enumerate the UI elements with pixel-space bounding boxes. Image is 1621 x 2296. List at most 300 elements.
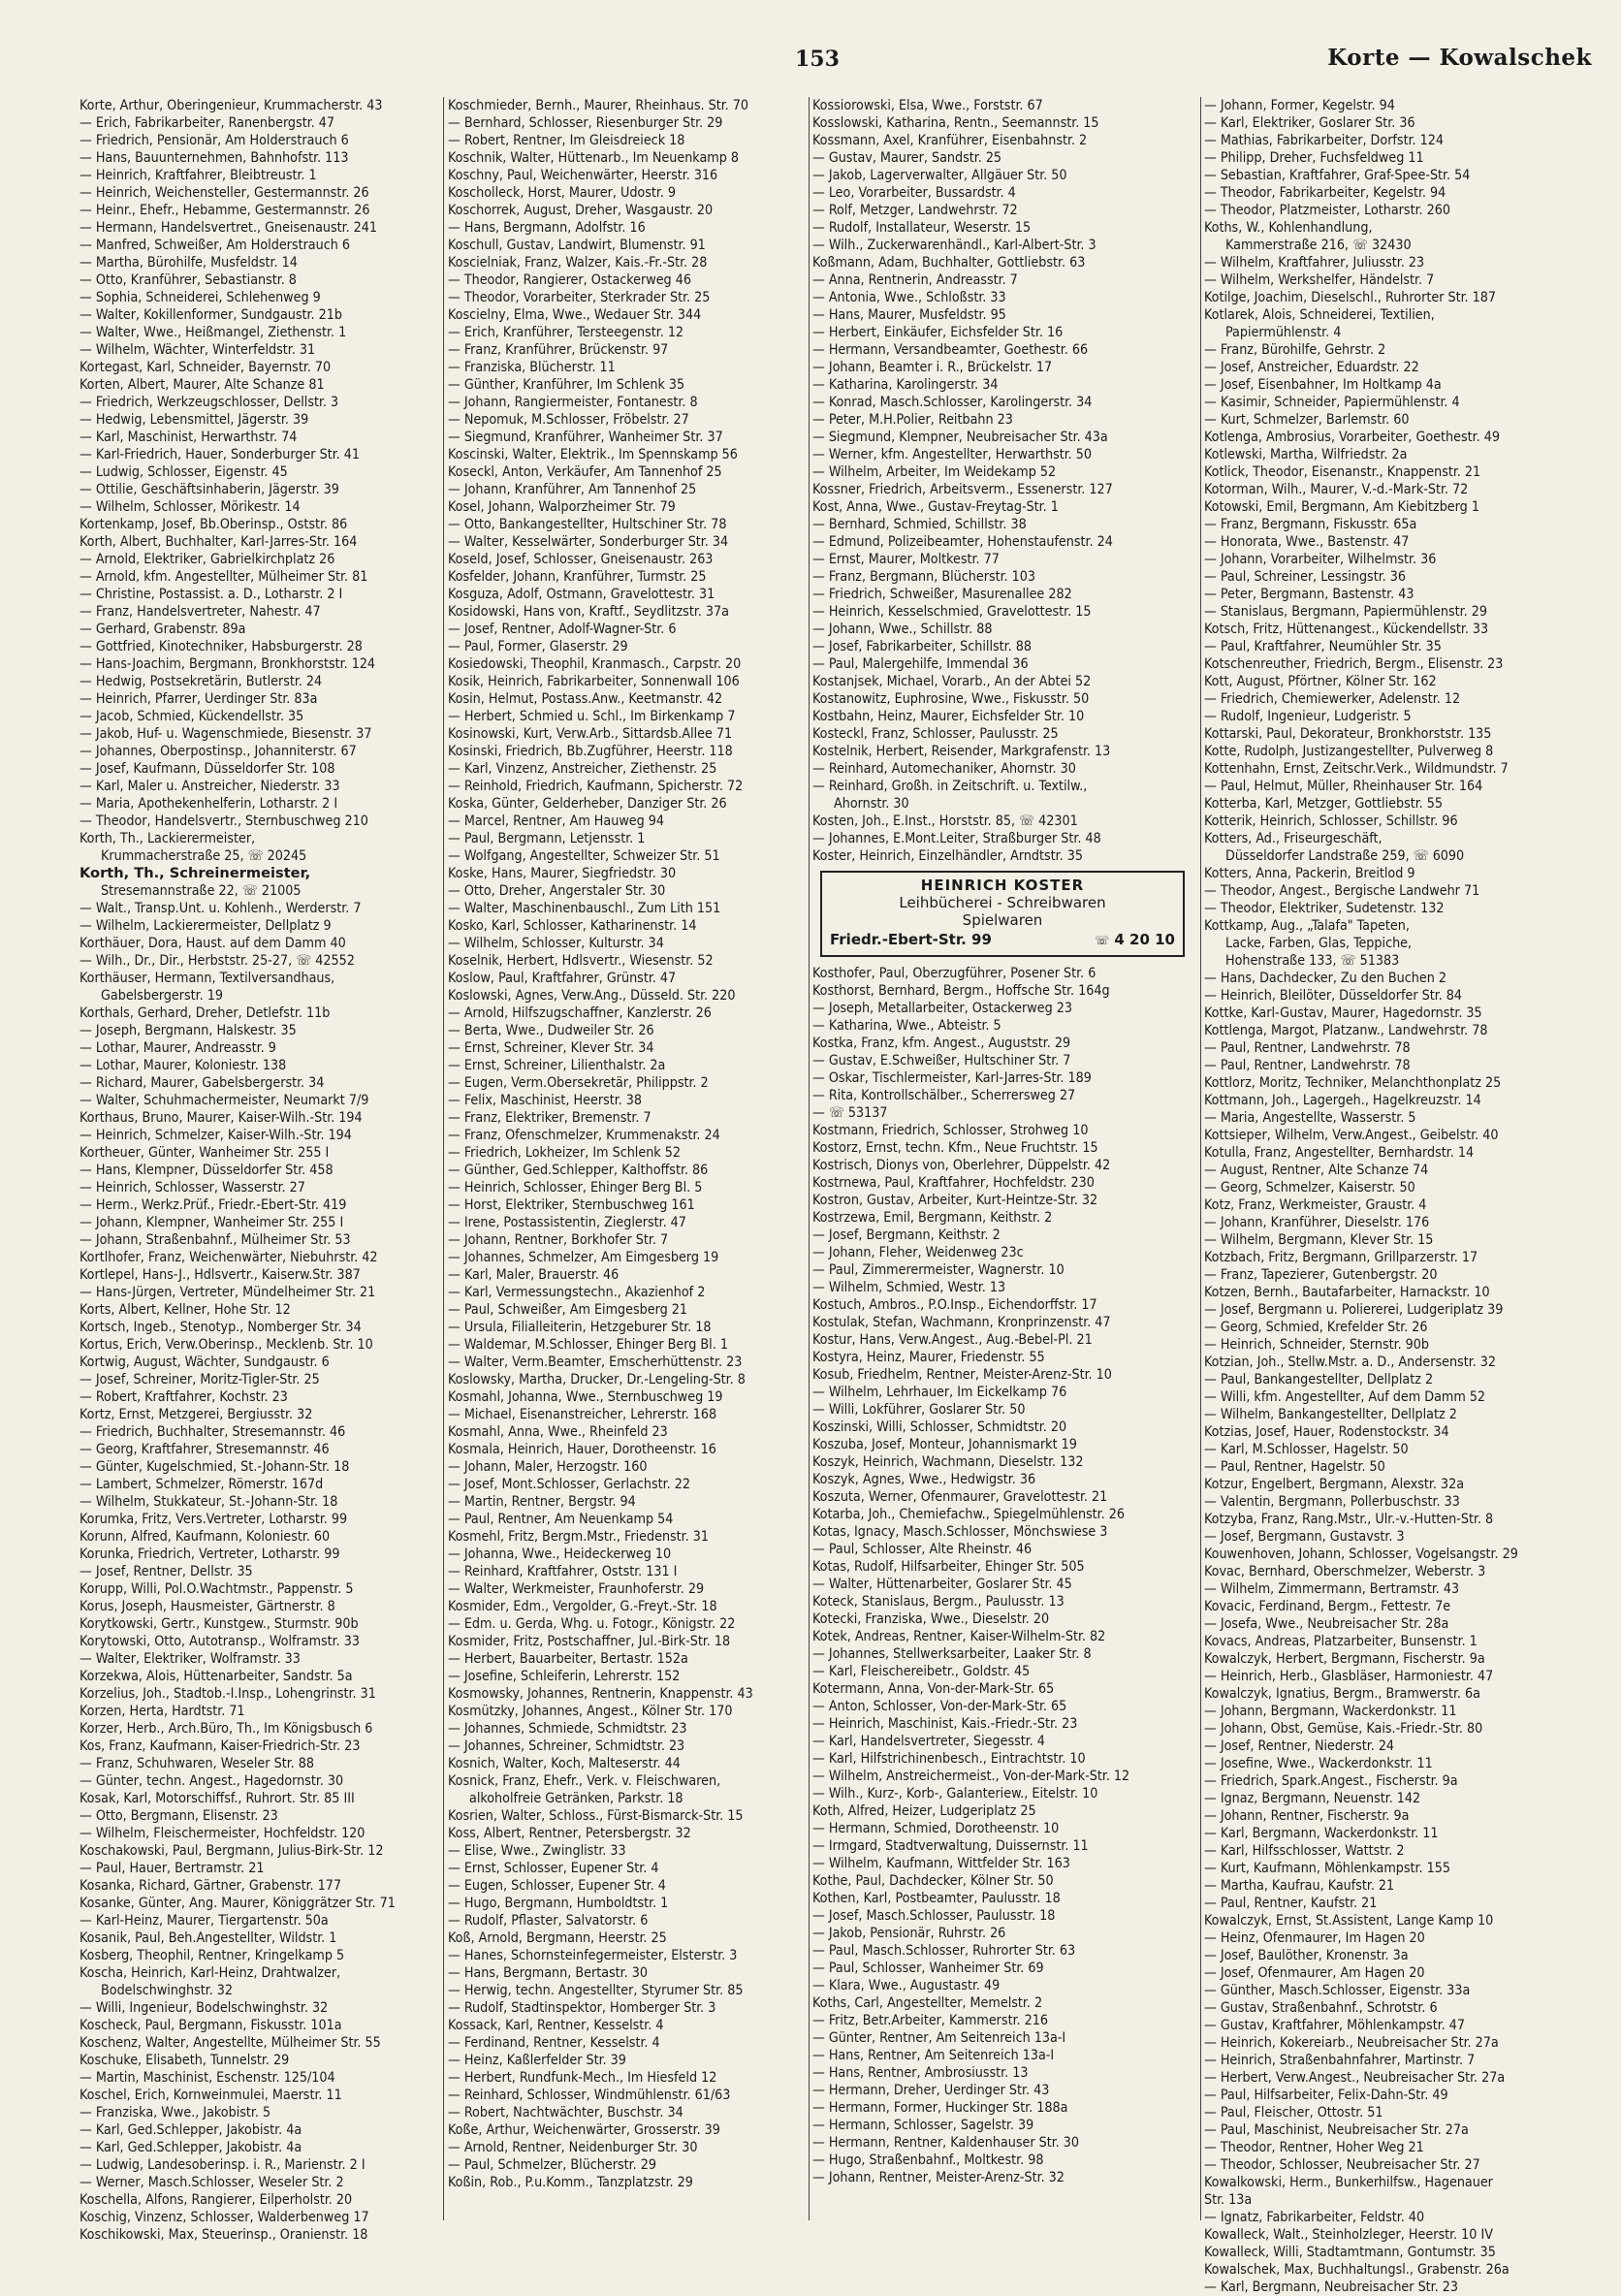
directory-entry: Koß, Arnold, Bergmann, Heerstr. 25 bbox=[448, 1930, 667, 1946]
directory-entry: — Josef, Bergmann, Keithstr. 2 bbox=[812, 1228, 1001, 1243]
directory-entry: — Johann, Fleher, Weidenweg 23c bbox=[812, 1245, 1024, 1260]
directory-entry: Koth, Alfred, Heizer, Ludgeriplatz 25 bbox=[812, 1803, 1036, 1819]
directory-entry: — Josefine, Schleiferin, Lehrerstr. 152 bbox=[448, 1669, 681, 1684]
directory-entry: Koschull, Gustav, Landwirt, Blumenstr. 91 bbox=[448, 238, 706, 253]
directory-entry: — Johann, Bergmann, Wackerdonkstr. 11 bbox=[1204, 1704, 1457, 1719]
directory-entry: — Reinhold, Friedrich, Kaufmann, Spicherstr. 72 bbox=[448, 779, 744, 794]
directory-entry: — Walter, Kesselwärter, Sonderburger Str. 34 bbox=[448, 534, 729, 550]
directory-entry: Kortz, Ernst, Metzgerei, Bergiusstr. 32 bbox=[79, 1407, 313, 1422]
directory-entry: — Robert, Nachtwächter, Buschstr. 34 bbox=[448, 2105, 683, 2121]
directory-entry: Koscheck, Paul, Bergmann, Fiskusstr. 101a bbox=[79, 2018, 342, 2033]
directory-entry: — Robert, Rentner, Im Gleisdreieck 18 bbox=[448, 133, 685, 148]
directory-entry: — Waldemar, M.Schlosser, Ehinger Berg Bl. 1 bbox=[448, 1337, 728, 1353]
directory-entry: Str. 13a bbox=[1204, 2192, 1253, 2208]
directory-entry: — Karl-Heinz, Maurer, Tiergartenstr. 50a bbox=[79, 1913, 329, 1929]
directory-entry: Kostur, Hans, Verw.Angest., Aug.-Bebel-Pl. 21 bbox=[812, 1332, 1093, 1348]
directory-entry: — Heinrich, Schlosser, Wasserstr. 27 bbox=[79, 1180, 305, 1196]
directory-entry: Koscha, Heinrich, Karl-Heinz, Drahtwalzer, bbox=[79, 1965, 341, 1981]
directory-entry: Hohenstraße 133, ☏ 51383 bbox=[1225, 953, 1400, 969]
directory-entry: — Ludwig, Landesoberinsp. i. R., Marienstr. 2 I bbox=[79, 2157, 366, 2173]
directory-entry: Kotulla, Franz, Angestellter, Bernhardstr. 14 bbox=[1204, 1145, 1475, 1161]
directory-entry: — Günther, Kranführer, Im Schlenk 35 bbox=[448, 377, 685, 393]
directory-entry: Koschnik, Walter, Hüttenarb., Im Neuenkamp 8 bbox=[448, 150, 739, 166]
directory-entry: Korts, Albert, Kellner, Hohe Str. 12 bbox=[79, 1302, 291, 1318]
directory-entry: — Theodor, Elektriker, Sudetenstr. 132 bbox=[1204, 901, 1445, 916]
directory-entry: — Bernhard, Schlosser, Riesenburger Str. 29 bbox=[448, 115, 723, 131]
directory-entry: Kostulak, Stefan, Wachmann, Kronprinzenstr. 47 bbox=[812, 1315, 1111, 1330]
directory-entry: Kotowski, Emil, Bergmann, Am Kiebitzberg 1 bbox=[1204, 499, 1479, 515]
directory-entry: — Heinrich, Bleilöter, Düsseldorfer Str. 84 bbox=[1204, 988, 1463, 1004]
directory-entry: Korten, Albert, Maurer, Alte Schanze 81 bbox=[79, 377, 325, 393]
directory-entry: — Irene, Postassistentin, Zieglerstr. 47 bbox=[448, 1215, 686, 1230]
directory-entry: — Arnold, Rentner, Neidenburger Str. 30 bbox=[448, 2140, 698, 2155]
directory-entry: — Karl, Maler, Brauerstr. 46 bbox=[448, 1267, 620, 1283]
directory-entry: Kosak, Karl, Motorschiffsf., Ruhrort. Str. 85 III bbox=[79, 1791, 355, 1806]
directory-entry: — Josefa, Wwe., Neubreisacher Str. 28a bbox=[1204, 1616, 1449, 1632]
directory-entry: Korus, Joseph, Hausmeister, Gärtnerstr. 8 bbox=[79, 1599, 335, 1614]
directory-entry: — Edm. u. Gerda, Whg. u. Fotogr., Königstr. 22 bbox=[448, 1616, 736, 1632]
directory-entry: — Heinr., Ehefr., Hebamme, Gestermannstr. 26 bbox=[79, 203, 370, 218]
directory-entry: — Martin, Maschinist, Eschenstr. 125/104 bbox=[79, 2070, 335, 2086]
directory-entry: — Maria, Apothekenhelferin, Lotharstr. 2 I bbox=[79, 796, 338, 812]
directory-entry: — Fritz, Betr.Arbeiter, Kammerstr. 216 bbox=[812, 2013, 1048, 2028]
directory-entry: — Reinhard, Kraftfahrer, Oststr. 131 I bbox=[448, 1564, 678, 1579]
page-number: 153 bbox=[795, 47, 840, 72]
directory-entry: Koschenz, Walter, Angestellte, Mülheimer Str. 55 bbox=[79, 2035, 381, 2051]
directory-entry: — Hans, Bergmann, Adolfstr. 16 bbox=[448, 220, 646, 236]
directory-entry: — Wilhelm, Schmied, Westr. 13 bbox=[812, 1280, 1006, 1295]
directory-entry: — Heinz, Ofenmaurer, Im Hagen 20 bbox=[1204, 1930, 1425, 1946]
directory-entry: — Hans, Maurer, Musfeldstr. 95 bbox=[812, 307, 1006, 323]
directory-entry: — Friedrich, Buchhalter, Stresemannstr. 46 bbox=[79, 1424, 346, 1440]
directory-entry: Kostyra, Heinz, Maurer, Friedenstr. 55 bbox=[812, 1350, 1045, 1365]
directory-entry: — Walter, Elektriker, Wolframstr. 33 bbox=[79, 1651, 301, 1667]
directory-entry: — Gerhard, Grabenstr. 89a bbox=[79, 622, 246, 637]
directory-entry: Kovacs, Andreas, Platzarbeiter, Bunsenstr. 1 bbox=[1204, 1634, 1478, 1649]
directory-entry: — Georg, Schmelzer, Kaiserstr. 50 bbox=[1204, 1180, 1415, 1196]
advertiser-phone bbox=[1095, 931, 1175, 949]
directory-entry: Kotzias, Josef, Hauer, Rodenstockstr. 34 bbox=[1204, 1424, 1449, 1440]
directory-entry: Kottlenga, Margot, Platzanw., Landwehrstr. 78 bbox=[1204, 1023, 1488, 1038]
directory-entry: Koselnik, Herbert, Hdlsvertr., Wiesenstr. 52 bbox=[448, 953, 714, 969]
directory-entry: — Herbert, Einkäufer, Eichsfelder Str. 16 bbox=[812, 325, 1064, 340]
directory-entry: Kotlick, Theodor, Eisenanstr., Knappenstr. 21 bbox=[1204, 464, 1481, 480]
directory-entry: — Josef, Baulöther, Kronenstr. 3a bbox=[1204, 1948, 1409, 1963]
directory-entry: Kosguza, Adolf, Ostmann, Gravelottestr. 31 bbox=[448, 587, 715, 602]
directory-entry: alkoholfreie Getränken, Parkstr. 18 bbox=[469, 1791, 683, 1806]
directory-entry: — Hermann, Dreher, Uerdinger Str. 43 bbox=[812, 2083, 1050, 2098]
directory-entry: Koschig, Vinzenz, Schlosser, Walderbenweg 17 bbox=[79, 2210, 369, 2225]
directory-entry: — Johann, Obst, Gemüse, Kais.-Friedr.-Str. 80 bbox=[1204, 1721, 1483, 1737]
directory-entry: Kotterik, Heinrich, Schlosser, Schillstr. 96 bbox=[1204, 813, 1458, 829]
directory-entry: Kottmann, Joh., Lagergeh., Hagelkreuzstr. 14 bbox=[1204, 1093, 1481, 1108]
directory-entry: Kosko, Karl, Schlosser, Katharinenstr. 14 bbox=[448, 918, 697, 934]
directory-entry: Kostanjsek, Michael, Vorarb., An der Abtei 52 bbox=[812, 674, 1092, 689]
directory-entry: Kosnick, Franz, Ehefr., Verk. v. Fleischwaren, bbox=[448, 1773, 721, 1789]
directory-entry: — Edmund, Polizeibeamter, Hohenstaufenstr. 24 bbox=[812, 534, 1113, 550]
directory-entry: — Franz, Schuhwaren, Weseler Str. 88 bbox=[79, 1756, 314, 1771]
directory-entry: Kosmider, Edm., Vergolder, G.-Freyt.-Str. 18 bbox=[448, 1599, 717, 1614]
directory-entry: — Josef, Eisenbahner, Im Holtkamp 4a bbox=[1204, 377, 1442, 393]
directory-entry: — Franz, Bürohilfe, Gehrstr. 2 bbox=[1204, 342, 1386, 358]
directory-entry: Koslowsky, Martha, Drucker, Dr.-Lengeling-Str. 8 bbox=[448, 1372, 746, 1387]
directory-entry: Kosel, Johann, Walporzheimer Str. 79 bbox=[448, 499, 676, 515]
directory-entry: — Gustav, Maurer, Sandstr. 25 bbox=[812, 150, 1002, 166]
directory-entry: Kortsch, Ingeb., Stenotyp., Nomberger Str. 34 bbox=[79, 1320, 362, 1335]
directory-entry: — Ernst, Maurer, Moltkestr. 77 bbox=[812, 552, 1000, 567]
directory-entry: — Johann, Beamter i. R., Brückelstr. 17 bbox=[812, 360, 1053, 375]
directory-entry: — Paul, Rentner, Kaufstr. 21 bbox=[1204, 1896, 1378, 1911]
directory-entry: — Wolfgang, Angestellter, Schweizer Str. 51 bbox=[448, 848, 720, 864]
directory-entry: — Wilh., Dr., Dir., Herbststr. 25-27, ☏ 42552 bbox=[79, 953, 355, 969]
directory-entry: Koths, Carl, Angestellter, Memelstr. 2 bbox=[812, 1995, 1043, 2011]
directory-entry: Korzen, Herta, Hardtstr. 71 bbox=[79, 1704, 245, 1719]
directory-entry: — Christine, Postassist. a. D., Lotharstr. 2 I bbox=[79, 587, 343, 602]
directory-entry: — Klara, Wwe., Augustastr. 49 bbox=[812, 1978, 1001, 1993]
directory-entry: — Friedrich, Pensionär, Am Holderstrauch 6 bbox=[79, 133, 349, 148]
directory-entry: Kotzbach, Fritz, Bergmann, Grillparzerstr. 17 bbox=[1204, 1250, 1478, 1265]
directory-entry: Koschella, Alfons, Rangierer, Eilperholstr. 20 bbox=[79, 2192, 353, 2208]
directory-entry: Koschikowski, Max, Steuerinsp., Oranienstr. 18 bbox=[79, 2227, 368, 2243]
directory-entry: — Theodor, Rentner, Hoher Weg 21 bbox=[1204, 2140, 1424, 2155]
advertiser-contact bbox=[830, 931, 1175, 949]
directory-entry: — Josef, Kaufmann, Düsseldorfer Str. 108 bbox=[79, 761, 335, 777]
directory-entry: — Johann, Former, Kegelstr. 94 bbox=[1204, 98, 1395, 113]
directory-entry: — Elise, Wwe., Zwinglistr. 33 bbox=[448, 1843, 626, 1859]
directory-entry: Kosiedowski, Theophil, Kranmasch., Carpstr. 20 bbox=[448, 656, 742, 672]
directory-entry: — Hanes, Schornsteinfegermeister, Elsterstr. 3 bbox=[448, 1948, 738, 1963]
directory-entry: — Johann, Klempner, Wanheimer Str. 255 I bbox=[79, 1215, 344, 1230]
directory-entry: Kostuch, Ambros., P.O.Insp., Eichendorffstr. 17 bbox=[812, 1297, 1097, 1313]
directory-entry: — Rita, Kontrollschälber., Scherrersweg 27 bbox=[812, 1088, 1076, 1103]
directory-entry: — Paul, Kraftfahrer, Neumühler Str. 35 bbox=[1204, 639, 1442, 654]
directory-entry: — Franziska, Wwe., Jakobistr. 5 bbox=[79, 2105, 271, 2121]
directory-entry: Kosik, Heinrich, Fabrikarbeiter, Sonnenwall 106 bbox=[448, 674, 740, 689]
directory-entry: Kottlorz, Moritz, Techniker, Melanchthonplatz 25 bbox=[1204, 1075, 1502, 1091]
directory-entry: — Paul, Schreiner, Lessingstr. 36 bbox=[1204, 569, 1406, 585]
directory-entry: Koseld, Josef, Schlosser, Gneisenaustr. 263 bbox=[448, 552, 714, 567]
directory-entry: — Joseph, Metallarbeiter, Ostackerweg 23 bbox=[812, 1001, 1072, 1016]
directory-entry: — Reinhard, Schlosser, Windmühlenstr. 61/63 bbox=[448, 2088, 731, 2103]
directory-entry: — Günther, Masch.Schlosser, Eigenstr. 33a bbox=[1204, 1983, 1471, 1998]
directory-entry: — Josefine, Wwe., Wackerdonkstr. 11 bbox=[1204, 1756, 1433, 1771]
directory-entry: Koseckl, Anton, Verkäufer, Am Tannenhof 25 bbox=[448, 464, 722, 480]
directory-entry: Krummacherstraße 25, ☏ 20245 bbox=[101, 848, 307, 864]
directory-entry: — Karl, Fleischereibetr., Goldstr. 45 bbox=[812, 1664, 1031, 1679]
directory-entry: Kostrnewa, Paul, Kraftfahrer, Hochfeldstr. 230 bbox=[812, 1175, 1095, 1191]
directory-entry: Gabelsbergerstr. 19 bbox=[101, 988, 223, 1004]
column-rule bbox=[1200, 97, 1201, 2220]
directory-entry: — Wilhelm, Bergmann, Klever Str. 15 bbox=[1204, 1232, 1434, 1248]
directory-entry: — Herbert, Verw.Angest., Neubreisacher Str. 27a bbox=[1204, 2070, 1506, 2086]
directory-entry: — Hans, Bauunternehmen, Bahnhofstr. 113 bbox=[79, 150, 349, 166]
directory-entry: — Rolf, Metzger, Landwehrstr. 72 bbox=[812, 203, 1018, 218]
directory-entry: — Josef, Fabrikarbeiter, Schillstr. 88 bbox=[812, 639, 1032, 654]
directory-entry: Kotschenreuther, Friedrich, Bergm., Elisenstr. 23 bbox=[1204, 656, 1504, 672]
directory-column-3 bbox=[812, 97, 1191, 2186]
directory-entry: Kosberg, Theophil, Rentner, Kringelkamp 5 bbox=[79, 1948, 345, 1963]
directory-entry: — Michael, Eisenanstreicher, Lehrerstr. 168 bbox=[448, 1407, 717, 1422]
advertiser-address: Friedr.-Ebert-Str. 99 bbox=[830, 931, 992, 948]
directory-entry: — Ernst, Schlosser, Eupener Str. 4 bbox=[448, 1861, 659, 1876]
directory-entry: — Walter, Wwe., Heißmangel, Ziethenstr. 1 bbox=[79, 325, 347, 340]
directory-entry: — Lothar, Maurer, Koloniestr. 138 bbox=[79, 1058, 287, 1073]
directory-entry: Koslowski, Agnes, Verw.Ang., Düsseld. Str. 220 bbox=[448, 988, 736, 1004]
directory-entry: — Robert, Kraftfahrer, Kochstr. 23 bbox=[79, 1389, 288, 1405]
directory-entry: Kosinowski, Kurt, Verw.Arb., Sittardsb.Allee 71 bbox=[448, 726, 733, 742]
directory-entry: — Hermann, Rentner, Kaldenhauser Str. 30 bbox=[812, 2135, 1080, 2151]
directory-entry: — Hans, Klempner, Düsseldorfer Str. 458 bbox=[79, 1163, 334, 1178]
directory-entry: Kosrien, Walter, Schloss., Fürst-Bismarck-Str. 15 bbox=[448, 1808, 744, 1824]
directory-entry: Kotecki, Franziska, Wwe., Dieselstr. 20 bbox=[812, 1611, 1050, 1627]
directory-entry: — Hans-Joachim, Bergmann, Bronkhorststr. 124 bbox=[79, 656, 376, 672]
directory-entry: Kostelnik, Herbert, Reisender, Markgrafenstr. 13 bbox=[812, 744, 1111, 759]
directory-entry: Kotters, Anna, Packerin, Breitlod 9 bbox=[1204, 866, 1415, 881]
directory-entry: — Wilhelm, Anstreichermeist., Von-der-Mark-Str. 12 bbox=[812, 1769, 1130, 1784]
directory-entry: Kottenhahn, Ernst, Zeitschr.Verk., Wildmundstr. 7 bbox=[1204, 761, 1509, 777]
directory-entry: Koßin, Rob., P.u.Komm., Tanzplatzstr. 29 bbox=[448, 2175, 693, 2190]
directory-entry: — Günter, Rentner, Am Seitenreich 13a-I bbox=[812, 2030, 1066, 2046]
directory-entry: — Karl, Ged.Schlepper, Jakobistr. 4a bbox=[79, 2140, 302, 2155]
directory-entry: Koss, Albert, Rentner, Petersbergstr. 32 bbox=[448, 1826, 691, 1841]
directory-entry: Kostrisch, Dionys von, Oberlehrer, Düppelstr. 42 bbox=[812, 1158, 1111, 1173]
directory-entry: Koths, W., Kohlenhandlung, bbox=[1204, 220, 1373, 236]
directory-entry: — Johann, Straßenbahnf., Mülheimer Str. 53 bbox=[79, 1232, 351, 1248]
directory-entry: Korzelius, Joh., Stadtob.-I.Insp., Lohengrinstr. 31 bbox=[79, 1686, 376, 1702]
directory-entry: — Hermann, Schmied, Dorotheenstr. 10 bbox=[812, 1821, 1060, 1836]
directory-entry: — Philipp, Dreher, Fuchsfeldweg 11 bbox=[1204, 150, 1424, 166]
directory-column-2 bbox=[448, 97, 826, 2191]
directory-entry: Kothen, Karl, Postbeamter, Paulusstr. 18 bbox=[812, 1891, 1061, 1906]
directory-entry: — Arnold, Elektriker, Gabrielkirchplatz 26 bbox=[79, 552, 335, 567]
directory-entry: Kosmahl, Johanna, Wwe., Sternbuschweg 19 bbox=[448, 1389, 723, 1405]
directory-entry: — Heinrich, Herb., Glasbläser, Harmoniestr. 47 bbox=[1204, 1669, 1494, 1684]
directory-entry: — Johannes, Oberpostinsp., Johanniterstr. 67 bbox=[79, 744, 357, 759]
directory-entry: — Heinrich, Schmelzer, Kaiser-Wilh.-Str. 194 bbox=[79, 1128, 352, 1143]
directory-entry: Kossmann, Axel, Kranführer, Eisenbahnstr. 2 bbox=[812, 133, 1088, 148]
directory-entry: — Stanislaus, Bergmann, Papiermühlenstr. 29 bbox=[1204, 604, 1487, 620]
directory-entry: Stresemannstraße 22, ☏ 21005 bbox=[101, 883, 302, 899]
directory-entry: — Antonia, Wwe., Schloßstr. 33 bbox=[812, 290, 1006, 305]
directory-entry: — Paul, Zimmerermeister, Wagnerstr. 10 bbox=[812, 1262, 1065, 1278]
directory-entry: — Walter, Kokillenformer, Sundgaustr. 21b bbox=[79, 307, 342, 323]
directory-entry: Koster, Heinrich, Einzelhändler, Arndtstr. 35 bbox=[812, 848, 1083, 864]
advertiser-phone-number: 4 20 10 bbox=[1114, 931, 1175, 948]
directory-entry: Kotterba, Karl, Metzger, Gottliebstr. 55 bbox=[1204, 796, 1444, 812]
directory-entry: Kosin, Helmut, Postass.Anw., Keetmanstr. 42 bbox=[448, 691, 723, 707]
directory-entry: — Willi, Ingenieur, Bodelschwinghstr. 32 bbox=[79, 2000, 329, 2016]
directory-entry: Kotas, Ignacy, Masch.Schlosser, Mönchswiese 3 bbox=[812, 1524, 1108, 1540]
directory-entry: — Heinrich, Schneider, Sternstr. 90b bbox=[1204, 1337, 1430, 1353]
directory-entry: Kortwig, August, Wächter, Sundgaustr. 6 bbox=[79, 1355, 330, 1370]
directory-entry: — Walt., Transp.Unt. u. Kohlenh., Werderstr. 7 bbox=[79, 901, 362, 916]
directory-entry: Kowalschek, Max, Buchhaltungsl., Grabenstr. 26a bbox=[1204, 2262, 1510, 2278]
directory-entry: Kostrzewa, Emil, Bergmann, Keithstr. 2 bbox=[812, 1210, 1053, 1226]
directory-entry: Korthäuer, Dora, Haust. auf dem Damm 40 bbox=[79, 936, 346, 951]
directory-entry: — Walter, Maschinenbauschl., Zum Lith 151 bbox=[448, 901, 721, 916]
directory-entry: Kottkamp, Aug., „Talafa" Tapeten, bbox=[1204, 918, 1410, 934]
directory-entry: — Johanna, Wwe., Heideckerweg 10 bbox=[448, 1547, 672, 1562]
directory-entry: — Werner, kfm. Angestellter, Herwarthstr. 50 bbox=[812, 447, 1093, 462]
directory-entry: — Willi, Lokführer, Goslarer Str. 50 bbox=[812, 1402, 1026, 1418]
directory-entry: Korte, Arthur, Oberingenieur, Krummacherstr. 43 bbox=[79, 98, 383, 113]
directory-entry: — Wilhelm, Wächter, Winterfeldstr. 31 bbox=[79, 342, 316, 358]
directory-entry: Kortegast, Karl, Schneider, Bayernstr. 70 bbox=[79, 360, 332, 375]
directory-entry: Kostron, Gustav, Arbeiter, Kurt-Heintze-Str. 32 bbox=[812, 1193, 1098, 1208]
directory-entry: Kotarba, Joh., Chemiefachw., Spiegelmühlenstr. 26 bbox=[812, 1507, 1125, 1522]
directory-entry: — Wilhelm, Schlosser, Mörikestr. 14 bbox=[79, 499, 301, 515]
directory-entry: — Theodor, Angest., Bergische Landwehr 71 bbox=[1204, 883, 1480, 899]
directory-entry: — Otto, Bergmann, Elisenstr. 23 bbox=[79, 1808, 278, 1824]
directory-entry: Kosmützky, Johannes, Angest., Kölner Str. 170 bbox=[448, 1704, 733, 1719]
directory-entry: — Josef, Bergmann, Gustavstr. 3 bbox=[1204, 1529, 1405, 1545]
directory-entry: — Franz, Handelsvertreter, Nahestr. 47 bbox=[79, 604, 321, 620]
directory-entry: — Horst, Elektriker, Sternbuschweg 161 bbox=[448, 1197, 695, 1213]
directory-entry: Kothe, Paul, Dachdecker, Kölner Str. 50 bbox=[812, 1873, 1054, 1889]
directory-entry: Kossack, Karl, Rentner, Kesselstr. 4 bbox=[448, 2018, 664, 2033]
directory-entry: — Paul, Fleischer, Ottostr. 51 bbox=[1204, 2105, 1383, 2121]
directory-entry: — Paul, Hilfsarbeiter, Felix-Dahn-Str. 49 bbox=[1204, 2088, 1448, 2103]
directory-entry: — Arnold, kfm. Angestellter, Mülheimer Str. 81 bbox=[79, 569, 368, 585]
directory-entry: — Paul, Former, Glaserstr. 29 bbox=[448, 639, 628, 654]
directory-entry: Kosteckl, Franz, Schlosser, Paulusstr. 25 bbox=[812, 726, 1059, 742]
directory-entry: — Johann, Kranführer, Am Tannenhof 25 bbox=[448, 482, 697, 497]
directory-entry: — Martha, Kaufrau, Kaufstr. 21 bbox=[1204, 1878, 1395, 1894]
directory-entry: — Karl, Vinzenz, Anstreicher, Ziethenstr. 25 bbox=[448, 761, 717, 777]
directory-entry: Koßmann, Adam, Buchhalter, Gottliebstr. 63 bbox=[812, 255, 1086, 271]
directory-entry: — Hans-Jürgen, Vertreter, Mündelheimer Str. 21 bbox=[79, 1285, 376, 1300]
directory-entry: — Franz, Ofenschmelzer, Krummenakstr. 24 bbox=[448, 1128, 720, 1143]
directory-entry: — Georg, Schmied, Krefelder Str. 26 bbox=[1204, 1320, 1428, 1335]
directory-entry: — Wilhelm, Fleischermeister, Hochfeldstr. 120 bbox=[79, 1826, 366, 1841]
directory-entry: Korupp, Willi, Pol.O.Wachtmstr., Pappenstr. 5 bbox=[79, 1581, 354, 1597]
directory-entry: — Johann, Rangiermeister, Fontanestr. 8 bbox=[448, 395, 698, 410]
directory-entry: — Kasimir, Schneider, Papiermühlenstr. 4 bbox=[1204, 395, 1460, 410]
directory-entry: — Jakob, Huf- u. Wagenschmiede, Biesenstr. 37 bbox=[79, 726, 372, 742]
directory-entry: — Honorata, Wwe., Bastenstr. 47 bbox=[1204, 534, 1410, 550]
directory-entry: Kosanka, Richard, Gärtner, Grabenstr. 177 bbox=[79, 1878, 341, 1894]
directory-entry: — Ludwig, Schlosser, Eigenstr. 45 bbox=[79, 464, 288, 480]
directory-entry: Koschel, Erich, Kornweinmulei, Maerstr. 11 bbox=[79, 2088, 342, 2103]
directory-entry: Korunn, Alfred, Kaufmann, Koloniestr. 60 bbox=[79, 1529, 331, 1545]
directory-entry: Kotlewski, Martha, Wilfriedstr. 2a bbox=[1204, 447, 1408, 462]
directory-entry: Kotorman, Wilh., Maurer, V.-d.-Mark-Str. 72 bbox=[1204, 482, 1469, 497]
directory-entry: — Marcel, Rentner, Am Hauweg 94 bbox=[448, 813, 665, 829]
directory-entry: — Katharina, Wwe., Abteistr. 5 bbox=[812, 1018, 1001, 1034]
directory-entry: — Ernst, Schreiner, Lilienthalstr. 2a bbox=[448, 1058, 666, 1073]
directory-entry: — Karl, Bergmann, Neubreisacher Str. 23 bbox=[1204, 2280, 1458, 2295]
directory-entry: — Martha, Bürohilfe, Musfeldstr. 14 bbox=[79, 255, 298, 271]
directory-entry: Kottsieper, Wilhelm, Verw.Angest., Geibelstr. 40 bbox=[1204, 1128, 1499, 1143]
directory-entry: — Friedrich, Spark.Angest., Fischerstr. 9a bbox=[1204, 1773, 1458, 1789]
directory-entry: Koschmieder, Bernh., Maurer, Rheinhaus. Str. 70 bbox=[448, 98, 748, 113]
directory-entry: Kosthofer, Paul, Oberzugführer, Posener Str. 6 bbox=[812, 966, 1097, 981]
directory-entry: Kotzur, Engelbert, Bergmann, Alexstr. 32a bbox=[1204, 1477, 1465, 1492]
directory-entry: Kowalczyk, Ignatius, Bergm., Bramwerstr. 6a bbox=[1204, 1686, 1480, 1702]
directory-entry: Kowalczyk, Herbert, Bergmann, Fischerstr. 9a bbox=[1204, 1651, 1485, 1667]
directory-entry: — Ignatz, Fabrikarbeiter, Feldstr. 40 bbox=[1204, 2210, 1425, 2225]
directory-entry: — Hans, Rentner, Am Seitenreich 13a-I bbox=[812, 2048, 1055, 2063]
directory-entry: Koszyk, Heinrich, Wachmann, Dieselstr. 132 bbox=[812, 1454, 1084, 1470]
directory-entry: — Karl, Maler u. Anstreicher, Niederstr. 33 bbox=[79, 779, 340, 794]
directory-entry: — Hermann, Handelsvertret., Gneisenaustr. 241 bbox=[79, 220, 378, 236]
directory-entry: — Katharina, Karolingerstr. 34 bbox=[812, 377, 999, 393]
directory-entry: — Peter, M.H.Polier, Reitbahn 23 bbox=[812, 412, 1013, 428]
directory-entry: — Erich, Kranführer, Tersteegenstr. 12 bbox=[448, 325, 684, 340]
directory-entry: — Johannes, Schreiner, Schmidtstr. 23 bbox=[448, 1738, 685, 1754]
directory-entry: Korthäuser, Hermann, Textilversandhaus, bbox=[79, 971, 335, 986]
directory-entry: — Friedrich, Werkzeugschlosser, Dellstr. 3 bbox=[79, 395, 339, 410]
directory-entry: Kostorz, Ernst, techn. Kfm., Neue Fruchtstr. 15 bbox=[812, 1140, 1098, 1156]
advertisement-box bbox=[820, 871, 1185, 957]
directory-entry: — Günther, Ged.Schlepper, Kalthoffstr. 86 bbox=[448, 1163, 709, 1178]
directory-entry: — Wilh., Zuckerwarenhändl., Karl-Albert-Str. 3 bbox=[812, 238, 1097, 253]
directory-entry: — Wilhelm, Kaufmann, Wittfelder Str. 163 bbox=[812, 1856, 1070, 1871]
directory-entry: Koske, Hans, Maurer, Siegfriedstr. 30 bbox=[448, 866, 677, 881]
directory-entry: Koscholleck, Horst, Maurer, Udostr. 9 bbox=[448, 185, 677, 201]
directory-entry: — Karl, Vermessungstechn., Akazienhof 2 bbox=[448, 1285, 706, 1300]
directory-entry: — Günter, techn. Angest., Hagedornstr. 30 bbox=[79, 1773, 344, 1789]
directory-entry: — Lothar, Maurer, Andreasstr. 9 bbox=[79, 1040, 276, 1056]
directory-entry: — Gustav, E.Schweißer, Hultschiner Str. 7 bbox=[812, 1053, 1071, 1068]
directory-entry: Kostanowitz, Euphrosine, Wwe., Fiskusstr. 50 bbox=[812, 691, 1090, 707]
directory-entry: Koschny, Paul, Weichenwärter, Heerstr. 316 bbox=[448, 168, 718, 183]
directory-entry: — Hans, Bergmann, Bertastr. 30 bbox=[448, 1965, 648, 1981]
directory-entry: Düsseldorfer Landstraße 259, ☏ 6090 bbox=[1225, 848, 1465, 864]
directory-entry: Kotzen, Bernh., Bautafarbeiter, Harnackstr. 10 bbox=[1204, 1285, 1490, 1300]
directory-entry: — Wilhelm, Lackierermeister, Dellplatz 9 bbox=[79, 918, 332, 934]
directory-entry: — Joseph, Bergmann, Halskestr. 35 bbox=[79, 1023, 297, 1038]
directory-entry: Koße, Arthur, Weichenwärter, Grosserstr. 39 bbox=[448, 2122, 720, 2138]
directory-entry: — Johann, Wwe., Schillstr. 88 bbox=[812, 622, 993, 637]
directory-entry: — Paul, Helmut, Müller, Rheinhauser Str. 164 bbox=[1204, 779, 1483, 794]
directory-entry: Koslow, Paul, Kraftfahrer, Grünstr. 47 bbox=[448, 971, 677, 986]
directory-entry: Korthaus, Bruno, Maurer, Kaiser-Wilh.-Str. 194 bbox=[79, 1110, 363, 1126]
directory-entry: Kotz, Franz, Werkmeister, Graustr. 4 bbox=[1204, 1197, 1427, 1213]
directory-entry: — Heinrich, Weichensteller, Gestermannstr. 26 bbox=[79, 185, 369, 201]
directory-entry: — Karl, M.Schlosser, Hagelstr. 50 bbox=[1204, 1442, 1409, 1457]
directory-entry: Kosub, Friedhelm, Rentner, Meister-Arenz-Str. 10 bbox=[812, 1367, 1112, 1383]
directory-entry: — August, Rentner, Alte Schanze 74 bbox=[1204, 1163, 1429, 1178]
directory-entry: — Johannes, Stellwerksarbeiter, Laaker Str. 8 bbox=[812, 1646, 1092, 1662]
directory-entry: Kortenkamp, Josef, Bb.Oberinsp., Oststr. 86 bbox=[79, 517, 348, 532]
directory-entry: — Walter, Schuhmachermeister, Neumarkt 7/9 bbox=[79, 1093, 369, 1108]
directory-entry: — Irmgard, Stadtverwaltung, Duissernstr. 11 bbox=[812, 1838, 1089, 1854]
directory-entry: Korytowski, Otto, Autotransp., Wolframstr. 33 bbox=[79, 1634, 360, 1649]
directory-entry: — Hermann, Former, Huckinger Str. 188a bbox=[812, 2100, 1068, 2116]
directory-entry: — Walter, Werkmeister, Fraunhoferstr. 29 bbox=[448, 1581, 705, 1597]
directory-entry: Kortus, Erich, Verw.Oberinsp., Mecklenb. Str. 10 bbox=[79, 1337, 373, 1353]
directory-entry: Kosslowski, Katharina, Rentn., Seemannstr. 15 bbox=[812, 115, 1099, 131]
directory-entry: — Paul, Schweißer, Am Eimgesberg 21 bbox=[448, 1302, 687, 1318]
directory-entry: — Günter, Kugelschmied, St.-Johann-Str. 18 bbox=[79, 1459, 350, 1475]
directory-entry: — Werner, Masch.Schlosser, Weseler Str. 2 bbox=[79, 2175, 344, 2190]
running-head: Korte — Kowalschek bbox=[1327, 45, 1592, 71]
directory-entry: — Karl, Bergmann, Wackerdonkstr. 11 bbox=[1204, 1826, 1439, 1841]
directory-entry: — Heinrich, Kokereiarb., Neubreisacher Str. 27a bbox=[1204, 2035, 1499, 2051]
directory-entry: — Felix, Maschinist, Heerstr. 38 bbox=[448, 1093, 643, 1108]
directory-entry: — Reinhard, Großh. in Zeitschrift. u. Textilw., bbox=[812, 779, 1088, 794]
directory-entry: — Reinhard, Automechaniker, Ahornstr. 30 bbox=[812, 761, 1076, 777]
directory-entry: — Theodor, Schlosser, Neubreisacher Str. 27 bbox=[1204, 2157, 1480, 2173]
directory-entry: — Jakob, Pensionär, Ruhrstr. 26 bbox=[812, 1926, 1006, 1941]
directory-entry: — Karl-Friedrich, Hauer, Sonderburger Str. 41 bbox=[79, 447, 360, 462]
directory-entry: Korzekwa, Alois, Hüttenarbeiter, Sandstr. 5a bbox=[79, 1669, 353, 1684]
directory-entry: — Heinz, Kaßlerfelder Str. 39 bbox=[448, 2053, 626, 2068]
directory-entry: — Theodor, Vorarbeiter, Sterkrader Str. 25 bbox=[448, 290, 711, 305]
directory-entry: Kosten, Joh., E.Inst., Horststr. 85, ☏ 42301 bbox=[812, 813, 1078, 829]
directory-entry: — Wilhelm, Arbeiter, Im Weidekamp 52 bbox=[812, 464, 1057, 480]
